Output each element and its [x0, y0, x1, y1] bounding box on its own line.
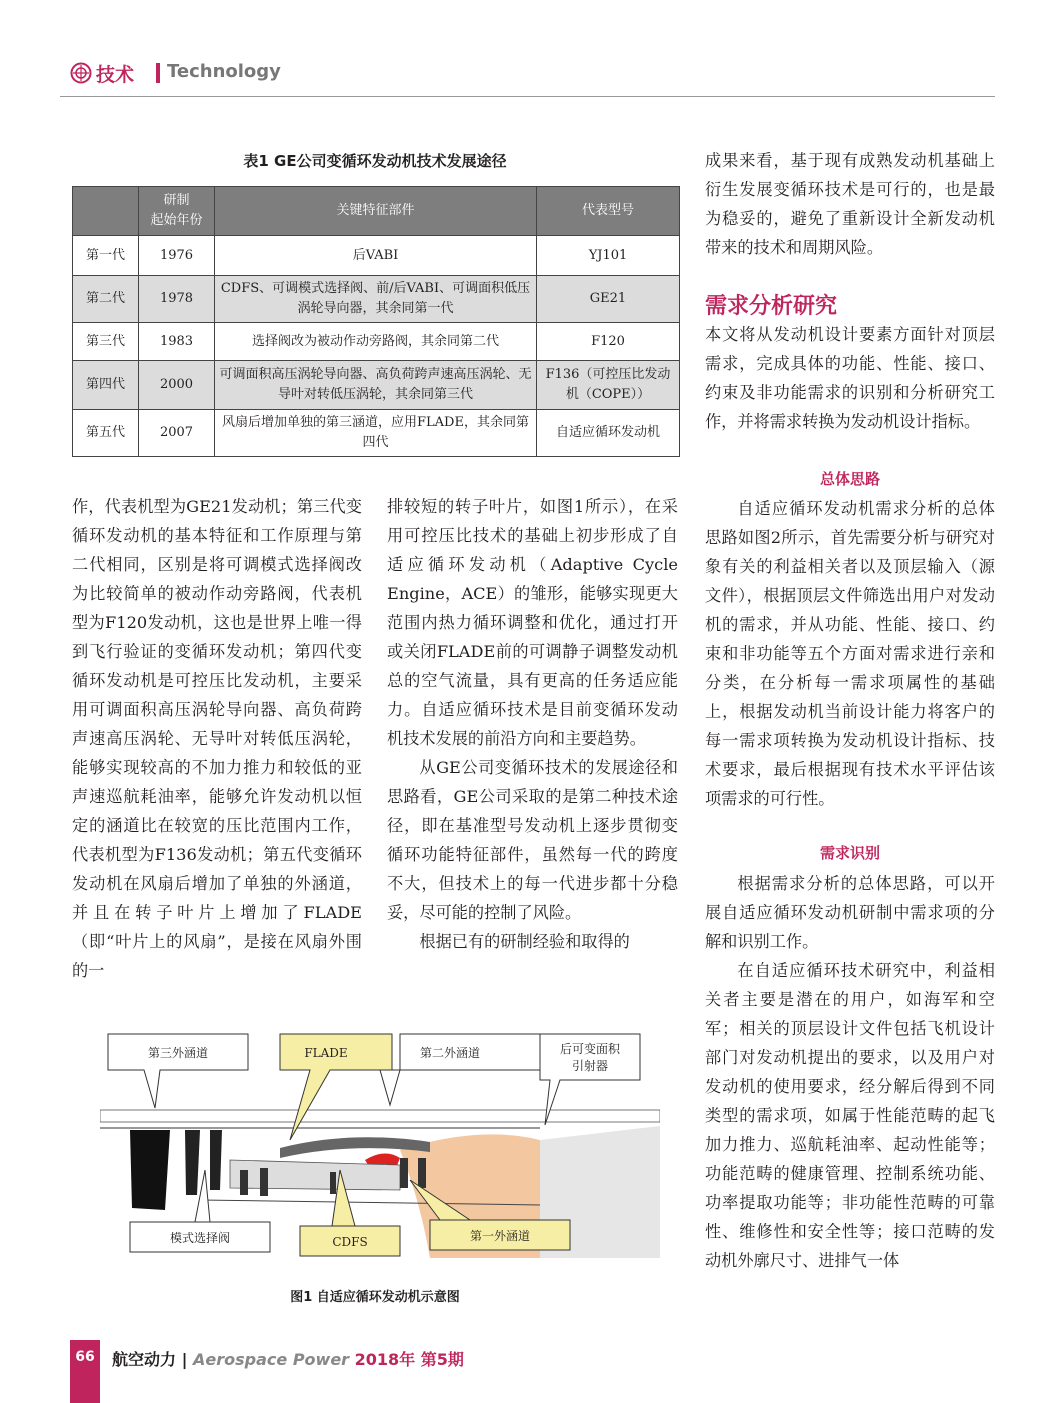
paragraph: 本文将从发动机设计要素方面针对顶层需求，完成具体的功能、性能、接口、约束及非功能需求的识别和分析研究工作，并将需求转换为发动机设计指标。 — [705, 325, 995, 431]
table-cell: F136（可控压比发动机（COPE）） — [537, 361, 680, 410]
subsection-identification-body — [705, 869, 995, 1275]
figure-label: 第二外涵道 — [419, 1046, 481, 1060]
table-header-row — [73, 187, 680, 236]
table-cell: 第五代 — [73, 410, 139, 457]
paragraph: 从GE公司变循环技术的发展途径和思路看，GE公司采取的是第二种技术途径，即在基准型号发动机上逐步贯彻变循环功能特征部件，虽然每一代的跨度不大，但技术上的每一代进步都十分稳妥，尽可能的控制了风险。 — [387, 758, 678, 922]
table-row — [73, 323, 680, 361]
figure-label: FLADE — [304, 1046, 348, 1060]
figure-label: 模式选择阀 — [169, 1231, 231, 1245]
subsection-overall-body — [705, 494, 995, 813]
table-cell: 风扇后增加单独的第三涵道，应用FLADE，其余同第四代 — [215, 410, 537, 457]
header-section-cn: 技术 — [96, 64, 135, 86]
header-rule — [60, 96, 995, 97]
header-section-en: Technology — [167, 61, 281, 82]
table-cell: YJ101 — [537, 236, 680, 276]
page-number: 66 — [75, 1349, 95, 1365]
journal-issue: 2018年 第5期 — [354, 1350, 464, 1369]
table-cell: GE21 — [537, 276, 680, 323]
table-cell: 第四代 — [73, 361, 139, 410]
figure-label: 后可变面积 — [559, 1042, 621, 1056]
paragraph: 根据需求分析的总体思路，可以开展自适应循环发动机研制中需求项的分解和识别工作。 — [705, 874, 995, 951]
table-cell: 第一代 — [73, 236, 139, 276]
table-row — [73, 276, 680, 323]
table-cell: 第三代 — [73, 323, 139, 361]
figure-label: 第一外涵道 — [469, 1229, 531, 1243]
footer-separator: | — [181, 1350, 188, 1369]
table-row — [73, 410, 680, 457]
table-row — [73, 361, 680, 410]
section-intro — [705, 320, 995, 436]
journal-logo-icon — [70, 62, 92, 84]
table-cell: 第二代 — [73, 276, 139, 323]
journal-name-en: Aerospace Power — [193, 1350, 350, 1369]
figure-label: 引射器 — [571, 1059, 609, 1073]
table-cell: 1983 — [139, 323, 215, 361]
header-divider — [156, 63, 160, 83]
table-cell: 自适应循环发动机 — [537, 410, 680, 457]
table-cell: CDFS、可调模式选择阀、前/后VABI、可调面积低压涡轮导向器，其余同第一代 — [215, 276, 537, 323]
table-cell: 选择阀改为被动作动旁路阀，其余同第二代 — [215, 323, 537, 361]
footer-journal — [112, 1347, 464, 1370]
table-cell: 后VABI — [215, 236, 537, 276]
paragraph: 作，代表机型为GE21发动机；第三代变循环发动机的基本特征和工作原理与第二代相同，区别是将可调模式选择阀改为比较简单的被动作动旁路阀，代表机型为F120发动机，这也是世界上唯一得到飞行验证的变循环发动机；第四代变循环发动机是可控压比发动机，主要采用可调面积高压涡轮导向器、高负荷跨声速高压涡轮、无导叶对转低压涡轮，能够实现较高的不加力推力和较低的亚声速巡航耗油率，能够允许发动机以恒定的涵道比在较宽的压比范围内工作，代表机型为F136发动机；第五代变循环发动机在风扇后增加了单独的外涵道，并且在转子叶片上增加了FLADE（即“叶片上的风扇”，是接在风扇外围的一 — [72, 497, 362, 980]
table-cell: 1976 — [139, 236, 215, 276]
engine-schematic-figure — [100, 1030, 660, 1270]
journal-name-cn: 航空动力 — [112, 1350, 177, 1369]
body-column-1 — [72, 492, 362, 985]
table-cell: 1978 — [139, 276, 215, 323]
figure-caption: 图1 自适应循环发动机示意图 — [290, 1290, 460, 1305]
subsection-title-overall: 总体思路 — [819, 470, 880, 488]
table-cell: F120 — [537, 323, 680, 361]
paragraph: 在自适应循环技术研究中，利益相关者主要是潜在的用户，如海军和空军；相关的顶层设计文件包括飞机设计部门对发动机提出的要求，以及用户对发动机的使用要求，经分解后得到不同类型的需求项，如属于性能范畴的起飞加力推力、巡航耗油率、起动性能等；功能范畴的健康管理、控制系统功能、功率提取功能等；非功能性范畴的可靠性、维修性和安全性等；接口范畴的发动机外廓尺寸、进排气一体 — [705, 961, 995, 1270]
body-column-2 — [387, 492, 678, 956]
figure-label: CDFS — [332, 1235, 368, 1249]
paragraph: 根据已有的研制经验和取得的 — [419, 932, 630, 951]
section-title: 需求分析研究 — [705, 294, 838, 319]
table-cell: 2000 — [139, 361, 215, 410]
figure-label: 第三外涵道 — [147, 1046, 209, 1060]
table-header-cell: 代表型号 — [537, 187, 680, 236]
subsection-title-identification: 需求识别 — [819, 844, 880, 862]
table-header-cell: 关键特征部件 — [215, 187, 537, 236]
data-table — [72, 186, 680, 457]
paragraph: 排较短的转子叶片，如图1所示），在采用可控压比技术的基础上初步形成了自适应循环发动机（Adaptive Cycle Engine，ACE）的雏形，能够实现更大范围内热力循环调整和优化，通过打开或关闭FLADE前的可调静子调整发动机总的空气流量，具有更高的任务适应能力。自适应循环技术是目前变循环发动机技术发展的前沿方向和主要趋势。 — [387, 497, 678, 748]
table-row — [73, 236, 680, 276]
table-caption: 表1 GE公司变循环发动机技术发展途径 — [243, 152, 507, 170]
table-cell: 可调面积高压涡轮导向器、高负荷跨声速高压涡轮、无导叶对转低压涡轮，其余同第三代 — [215, 361, 537, 410]
table-cell: 2007 — [139, 410, 215, 457]
table-header-cell: 研制 起始年份 — [139, 187, 215, 236]
paragraph: 自适应循环发动机需求分析的总体思路如图2所示，首先需要分析与研究对象有关的利益相关者以及顶层输入（源文件），根据顶层文件筛选出用户对发动机的需求，并从功能、性能、接口、约束和非功能等五个方面对需求进行亲和分类，在分析每一需求项属性的基础上，根据发动机当前设计能力将客户的每一需求项转换为发动机设计指标、技术要求，最后根据现有技术水平评估该项需求的可行性。 — [705, 499, 995, 808]
table-header-cell — [73, 187, 139, 236]
paragraph: 成果来看，基于现有成熟发动机基础上衍生发展变循环技术是可行的，也是最为稳妥的，避免了重新设计全新发动机带来的技术和周期风险。 — [705, 151, 995, 257]
body-column-3-top — [705, 146, 995, 262]
